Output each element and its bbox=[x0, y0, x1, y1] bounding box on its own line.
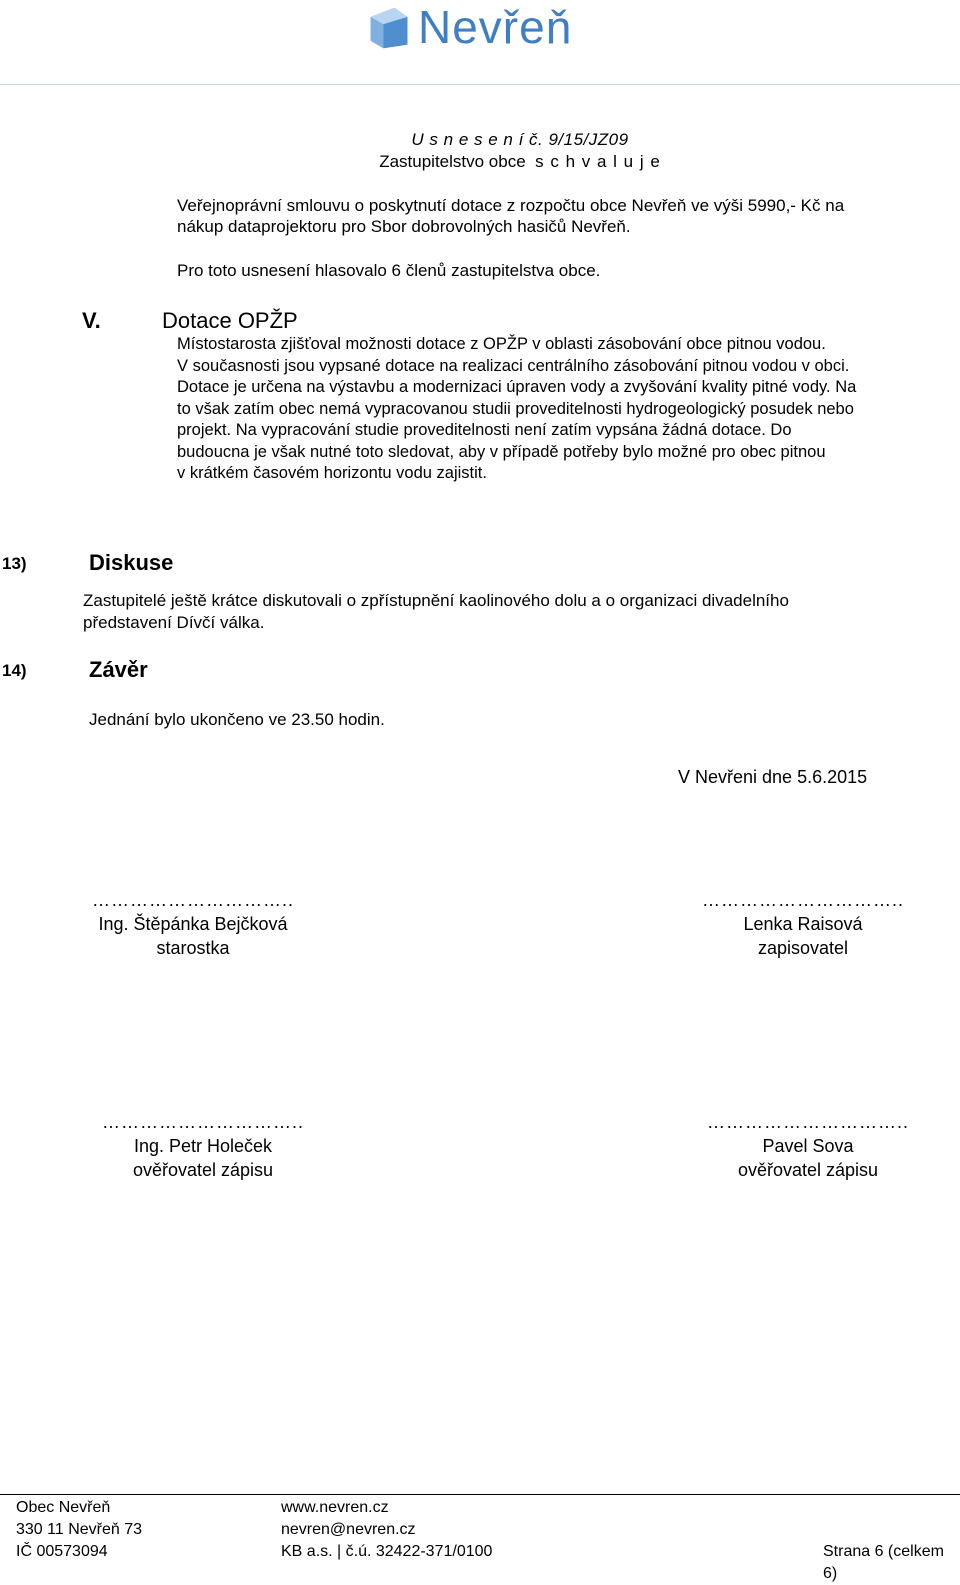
ice-crystal-logo-icon bbox=[366, 4, 412, 52]
signature-name: Lenka Raisová bbox=[743, 914, 863, 934]
resolution-text-line-1: Veřejnoprávní smlouvu o poskytnutí dotace z rozpočtu obce Nevřeň ve výši 5990,- Kč na bbox=[177, 196, 845, 215]
section-v-line: Dotace je určena na výstavbu a modernizaci úpraven vody a zvyšování kvality pitné vody. Na bbox=[177, 378, 857, 396]
signature-role: ověřovatel zápisu bbox=[132, 1160, 274, 1180]
signature-block bbox=[668, 888, 938, 960]
signature-block bbox=[73, 1110, 333, 1182]
section-v-number: V. bbox=[82, 308, 101, 333]
place-date: V Nevřeni dne 5.6.2015 bbox=[678, 767, 868, 787]
section-v-line: projekt. Na vypracování studie proveditelnosti není zatím vypsána žádná dotace. Do bbox=[177, 421, 792, 439]
resolution-subtitle bbox=[0, 152, 960, 172]
footer-website-link[interactable]: www.nevren.cz bbox=[281, 1499, 389, 1516]
section-v-line: to však zatím obec nemá vypracovanou studii proveditelnosti hydrogeologický posudek nebo bbox=[177, 399, 854, 418]
section-13-title: Diskuse bbox=[89, 550, 174, 575]
footer-bank: KB a.s. | č.ú. 32422-371/0100 bbox=[281, 1543, 493, 1560]
header-divider bbox=[0, 84, 960, 85]
page-number: Strana 6 (celkem 6) bbox=[823, 1543, 944, 1582]
signature-role: ověřovatel zápisu bbox=[737, 1160, 879, 1180]
resolution-title: U s n e s e n í č. 9/15/JZ09 bbox=[411, 130, 629, 149]
signature-line: ………………………….. bbox=[706, 1112, 909, 1132]
section-14-number: 14) bbox=[2, 661, 27, 680]
signature-block bbox=[673, 1110, 943, 1182]
logo-wordmark: Nevřeň bbox=[418, 1, 573, 53]
section-13-line: představení Dívčí válka. bbox=[83, 612, 265, 632]
section-14-text: Jednání bylo ukončeno ve 23.50 hodin. bbox=[89, 710, 385, 729]
signature-line: ………………………….. bbox=[101, 1112, 304, 1132]
resolution-subtitle-prefix: Zastupitelstvo obce bbox=[379, 152, 526, 171]
section-14-title: Závěr bbox=[89, 657, 148, 682]
signature-role: zapisovatel bbox=[757, 938, 849, 958]
resolution-vote: Pro toto usnesení hlasovalo 6 členů zastupitelstva obce. bbox=[177, 261, 601, 280]
resolution-verb: s c h v a l u j e bbox=[535, 152, 661, 171]
footer-municipality: Obec Nevřeň bbox=[16, 1499, 111, 1516]
signature-role: starostka bbox=[156, 938, 230, 958]
section-13-number: 13) bbox=[2, 554, 27, 573]
section-v-line: Místostarosta zjišťoval možnosti dotace z OPŽP v oblasti zásobování obce pitnou vodou. bbox=[177, 335, 826, 353]
footer-email-link[interactable]: nevren@nevren.cz bbox=[281, 1521, 416, 1538]
section-v-line: V současnosti jsou vypsané dotace na realizaci centrálního zásobování pitnou vodou v obci. bbox=[177, 356, 850, 375]
signature-name: Ing. Štěpánka Bejčková bbox=[98, 914, 288, 934]
footer-ico: IČ 00573094 bbox=[16, 1543, 108, 1560]
section-13-body bbox=[83, 590, 789, 633]
signature-line: ………………………….. bbox=[91, 890, 294, 910]
footer-divider bbox=[0, 1494, 960, 1495]
section-v-line: v krátkém časovém horizontu vodu zajistit. bbox=[177, 464, 487, 482]
footer-street: 330 11 Nevřeň 73 bbox=[16, 1521, 143, 1538]
signature-name: Ing. Petr Holeček bbox=[133, 1136, 273, 1156]
footer-contact bbox=[281, 1497, 492, 1563]
section-v-title: Dotace OPŽP bbox=[162, 308, 298, 333]
section-13-line: Zastupitelé ještě krátce diskutovali o zpřístupnění kaolinového dolu a o organizaci divadelního bbox=[83, 591, 789, 610]
signature-name: Pavel Sova bbox=[762, 1136, 854, 1156]
section-v-line: budoucna je však nutné toto sledovat, aby v případě potřeby bylo možné pro obec pitnou bbox=[177, 442, 826, 461]
resolution-text-line-2: nákup dataprojektoru pro Sbor dobrovolných hasičů Nevřeň. bbox=[177, 217, 631, 236]
section-v-body bbox=[177, 334, 856, 485]
signature-block bbox=[63, 888, 323, 960]
footer-address bbox=[16, 1497, 142, 1563]
signature-line: ………………………….. bbox=[701, 890, 904, 910]
